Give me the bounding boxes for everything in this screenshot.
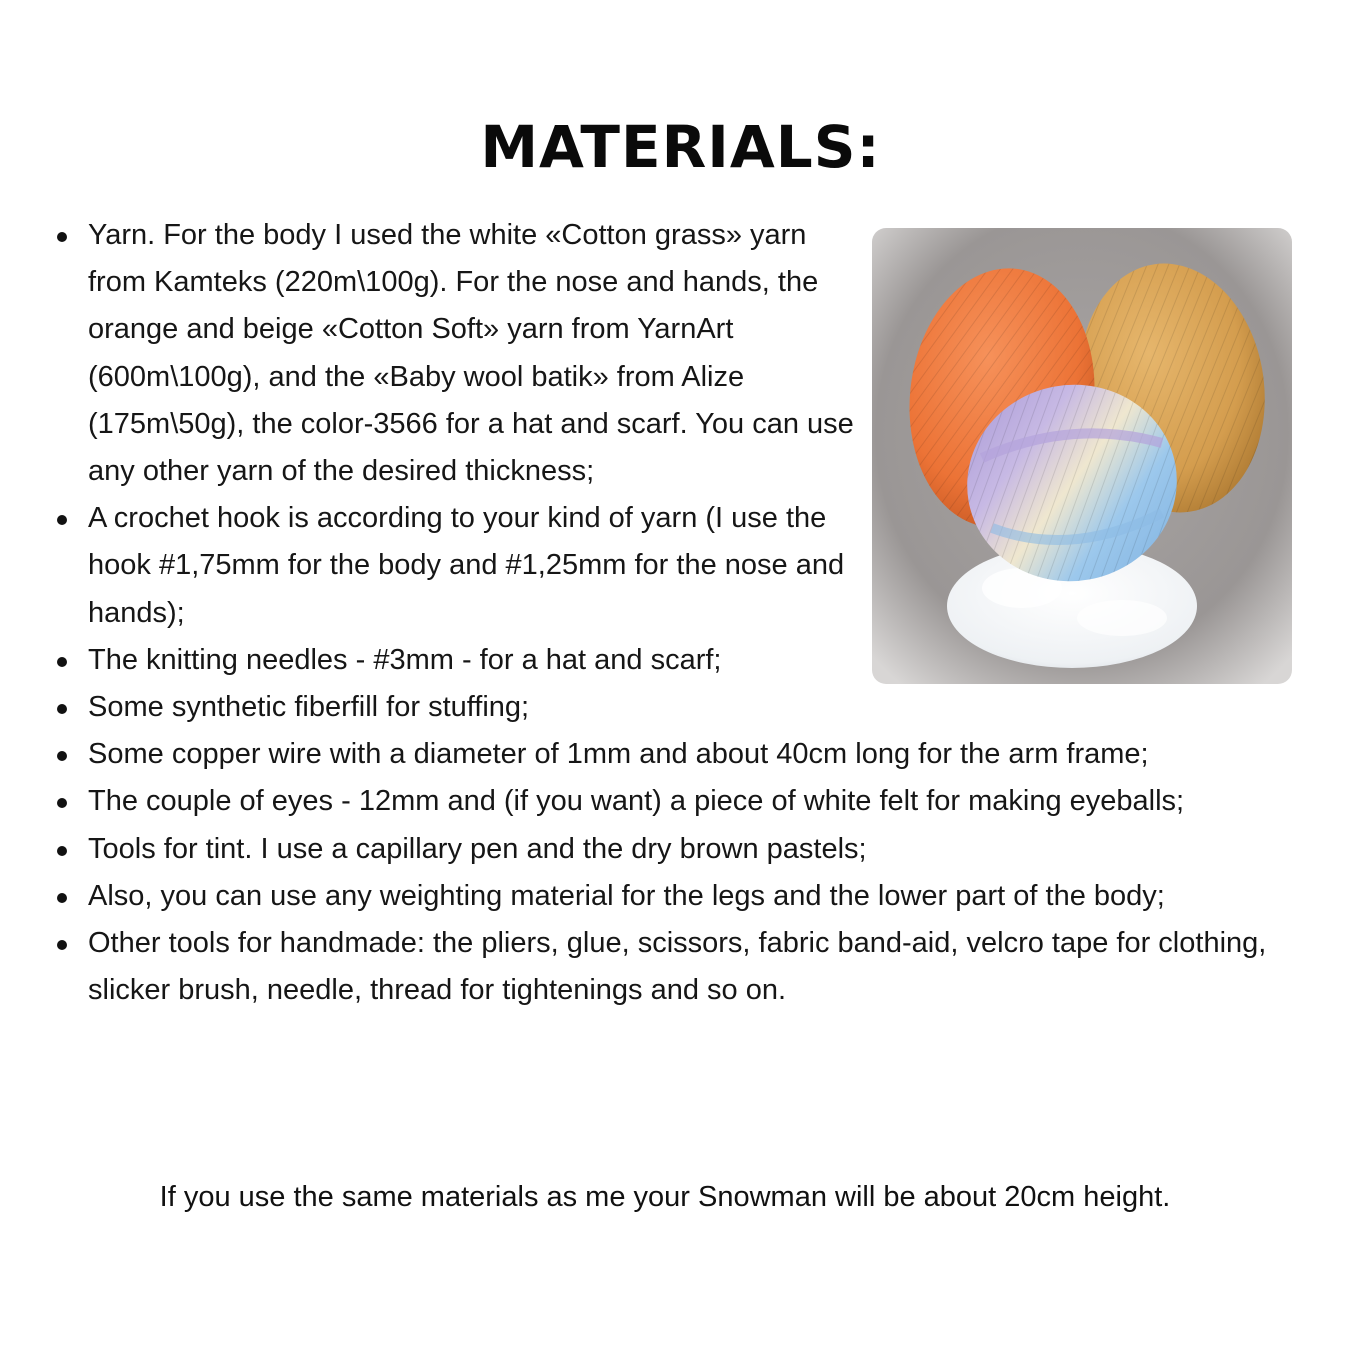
list-item: Yarn. For the body I used the white «Cotton grass» yarn from Kamteks (220m\100g). For the nose and hands, the orange and beige «Cotton Soft» yarn from YarnArt (600m\100g), and the «Baby wool batik» from Alize (175m\50g), the color-3566 for a hat and scarf. You can use any other yarn of the desired thickness;: [48, 212, 868, 495]
footer-note: If you use the same materials as me your Snowman will be about 20cm height.: [159, 1181, 1171, 1213]
list-item: The couple of eyes - 12mm and (if you want) a piece of white felt for making eyeballs;: [48, 778, 1218, 825]
list-item: A crochet hook is according to your kind of yarn (I use the hook #1,75mm for the body and #1,25mm for the nose and hands);: [48, 495, 868, 637]
list-item: Some copper wire with a diameter of 1mm and about 40cm long for the arm frame;: [48, 731, 1313, 778]
list-item: Some synthetic fiberfill for stuffing;: [48, 684, 1313, 731]
list-item: Other tools for handmade: the pliers, glue, scissors, fabric band-aid, velcro tape for clothing, slicker brush, needle, thread for tightenings and so on.: [48, 920, 1288, 1014]
list-item: The knitting needles - #3mm - for a hat and scarf;: [48, 637, 868, 684]
page-title: MATERIALS:: [480, 113, 881, 181]
materials-list: [48, 212, 1313, 1014]
list-item: Tools for tint. I use a capillary pen and the dry brown pastels;: [48, 826, 1313, 873]
list-item: Also, you can use any weighting material for the legs and the lower part of the body;: [48, 873, 1263, 920]
